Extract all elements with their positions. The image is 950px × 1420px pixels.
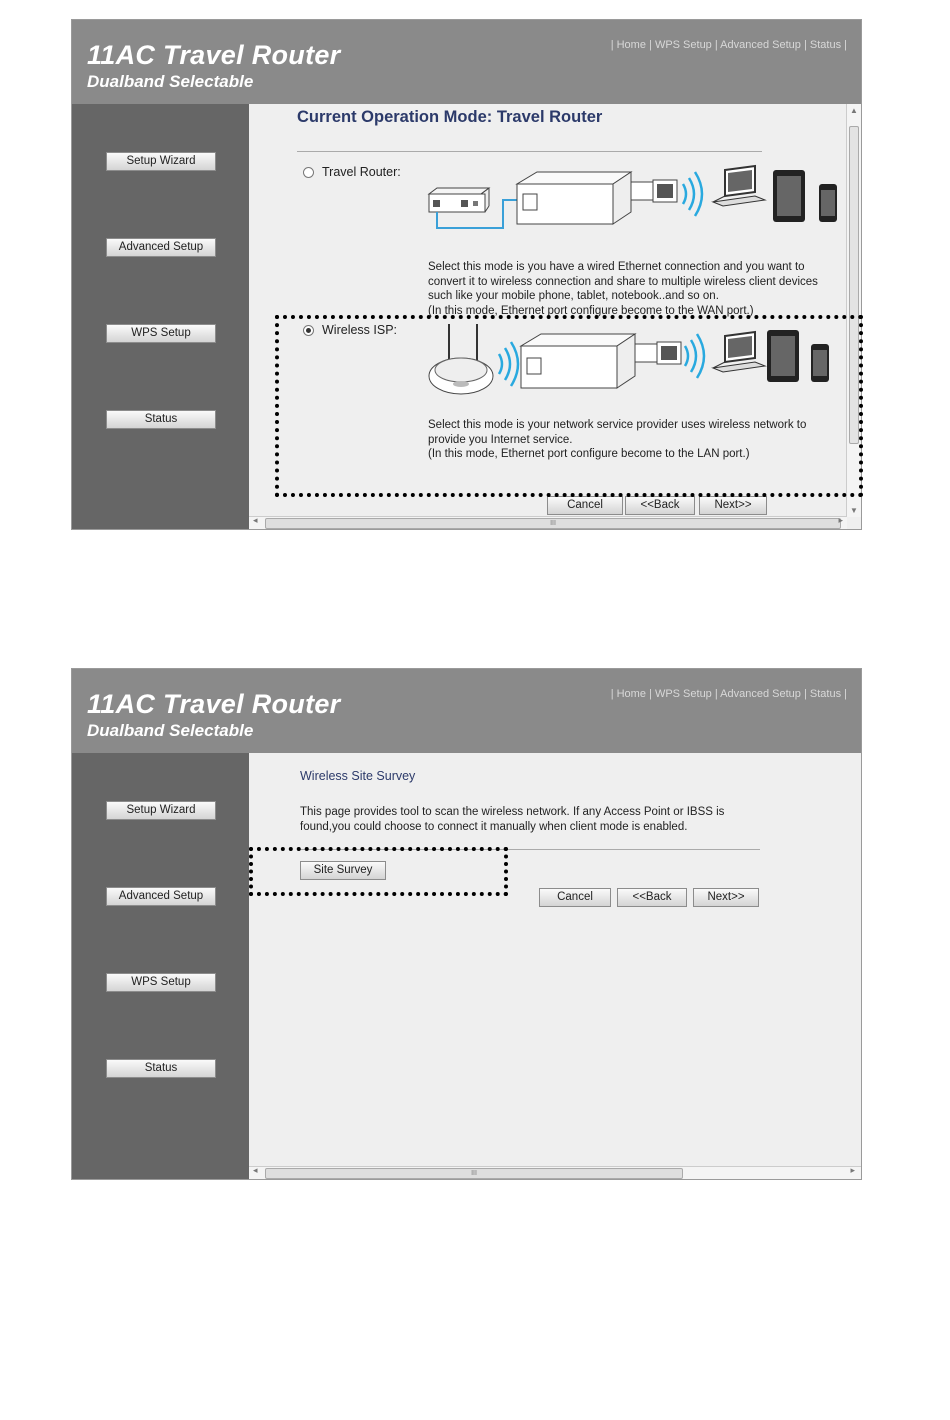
description-line: convert it to wireless connection and share to multiple wireless client devices bbox=[428, 275, 818, 288]
sidebar-status-button[interactable]: Status bbox=[106, 410, 216, 429]
sidebar-wps-setup-button[interactable]: WPS Setup bbox=[106, 973, 216, 992]
divider bbox=[297, 151, 762, 152]
nav-home-link[interactable]: | Home bbox=[610, 39, 646, 51]
product-subtitle: Dualband Selectable bbox=[87, 72, 254, 91]
wifi-waves-icon bbox=[683, 172, 702, 216]
top-nav bbox=[611, 688, 847, 700]
sidebar bbox=[72, 753, 249, 1179]
screenshot-site-survey bbox=[71, 668, 862, 1180]
cancel-button[interactable]: Cancel bbox=[539, 888, 611, 907]
description-line: such like your mobile phone, tablet, notebook..and so on. bbox=[428, 290, 719, 302]
travel-router-option[interactable] bbox=[303, 165, 401, 179]
description-line: Select this mode is you have a wired Ethernet connection and you want to bbox=[428, 261, 805, 273]
cancel-button[interactable]: Cancel bbox=[547, 496, 623, 515]
sidebar-wps-setup-button[interactable]: WPS Setup bbox=[106, 324, 216, 343]
nav-advanced-link[interactable]: | Advanced Setup bbox=[714, 688, 801, 700]
travel-router-icon bbox=[517, 172, 677, 224]
nav-wps-link[interactable]: | WPS Setup bbox=[649, 688, 712, 700]
laptop-icon bbox=[713, 166, 765, 206]
sidebar-advanced-setup-button[interactable]: Advanced Setup bbox=[106, 887, 216, 906]
horizontal-scrollbar[interactable] bbox=[249, 1166, 861, 1179]
scroll-left-icon[interactable]: ◂ bbox=[253, 1165, 258, 1175]
description-line: (In this mode, Ethernet port configure become to the LAN port.) bbox=[428, 448, 750, 460]
scroll-up-icon[interactable]: ▲ bbox=[850, 106, 858, 115]
page-title: Current Operation Mode: Travel Router bbox=[297, 108, 603, 126]
horizontal-scrollbar[interactable] bbox=[249, 516, 847, 529]
sidebar-advanced-setup-button[interactable]: Advanced Setup bbox=[106, 238, 216, 257]
nav-advanced-link[interactable]: | Advanced Setup bbox=[714, 39, 801, 51]
back-button[interactable]: <<Back bbox=[625, 496, 695, 515]
travel-router-description bbox=[428, 260, 818, 318]
header-banner bbox=[72, 669, 861, 753]
product-title: 11AC Travel Router bbox=[87, 689, 341, 719]
scrollbar-thumb[interactable]: III bbox=[265, 1168, 683, 1179]
scroll-down-icon[interactable]: ▼ bbox=[850, 506, 858, 515]
nav-status-link[interactable]: | Status | bbox=[803, 39, 847, 51]
scroll-left-icon[interactable]: ◂ bbox=[253, 515, 258, 525]
scrollbar-thumb[interactable]: III bbox=[265, 518, 841, 529]
wireless-isp-label: Wireless ISP: bbox=[322, 323, 398, 337]
header-banner bbox=[72, 20, 861, 104]
sidebar-status-button[interactable]: Status bbox=[106, 1059, 216, 1078]
scroll-right-icon[interactable]: ▸ bbox=[850, 1165, 855, 1175]
tablet-icon bbox=[773, 170, 805, 222]
nav-wps-link[interactable]: | WPS Setup bbox=[649, 39, 712, 51]
travel-router-label: Travel Router: bbox=[322, 165, 401, 179]
router-icon bbox=[429, 188, 489, 212]
page-title: Wireless Site Survey bbox=[300, 769, 416, 783]
travel-router-diagram bbox=[425, 162, 845, 260]
next-button[interactable]: Next>> bbox=[693, 888, 759, 907]
sidebar-setup-wizard-button[interactable]: Setup Wizard bbox=[106, 152, 216, 171]
product-title: 11AC Travel Router bbox=[87, 40, 341, 70]
scroll-right-icon[interactable]: ▸ bbox=[838, 515, 843, 525]
nav-status-link[interactable]: | Status | bbox=[803, 688, 847, 700]
product-subtitle: Dualband Selectable bbox=[87, 721, 254, 740]
sidebar-setup-wizard-button[interactable]: Setup Wizard bbox=[106, 801, 216, 820]
top-nav bbox=[611, 39, 847, 51]
site-survey-button[interactable]: Site Survey bbox=[300, 861, 386, 880]
description-line: This page provides tool to scan the wireless network. If any Access Point or IBSS is bbox=[300, 806, 725, 818]
highlight-site-survey bbox=[249, 847, 508, 896]
description-line: found,you could choose to connect it manually when client mode is enabled. bbox=[300, 821, 688, 833]
sidebar bbox=[72, 104, 249, 529]
page-description bbox=[300, 805, 724, 835]
highlight-wireless-isp bbox=[275, 315, 863, 497]
phone-icon bbox=[819, 184, 837, 222]
nav-home-link[interactable]: | Home bbox=[610, 688, 646, 700]
description-line: Select this mode is your network service provider uses wireless network to bbox=[428, 419, 807, 431]
description-line: provide you Internet service. bbox=[428, 433, 573, 446]
next-button[interactable]: Next>> bbox=[699, 496, 767, 515]
back-button[interactable]: <<Back bbox=[617, 888, 687, 907]
main-content bbox=[249, 753, 861, 1179]
description-line: (In this mode, Ethernet port configure become to the WAN port.) bbox=[428, 304, 754, 317]
radio-unchecked-icon[interactable] bbox=[303, 167, 314, 178]
